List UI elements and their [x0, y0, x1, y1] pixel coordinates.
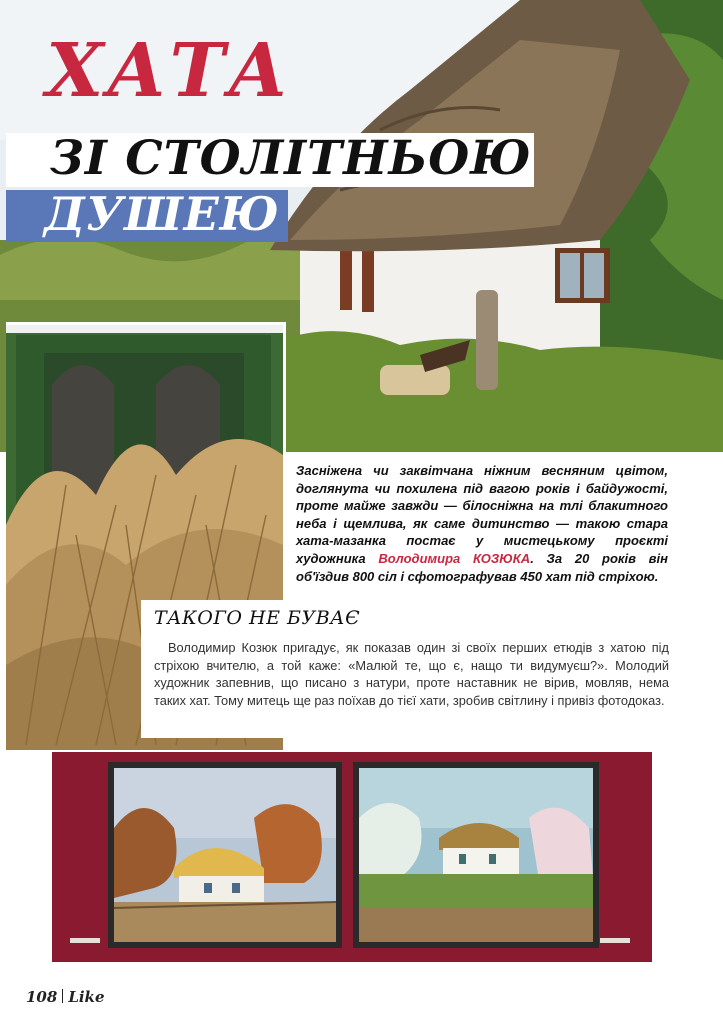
artist-name: Володимира КОЗЮКА — [378, 550, 531, 566]
gallery-photo — [52, 752, 652, 962]
lead-paragraph — [296, 462, 668, 585]
painting-autumn-house — [108, 762, 342, 948]
gallery-label-left — [70, 938, 100, 943]
lead-text-start: Засніжена чи заквітчана ніжним весняним цвітом, доглянута чи похилена під вагою років і байдужості, проте майже завжди — білосніжна на тлі блакитного неба і щемлива, як саме дитинство — такою стара хата-мазанка постає у мистецькому проєкті художника — [296, 463, 668, 566]
section-heading: ТАКОГО НЕ БУВАЄ — [154, 607, 361, 629]
page-number: 108 — [26, 988, 58, 1006]
magazine-name: Like — [68, 988, 105, 1006]
lead-text-end: . За 20 років він об'їздив 800 сіл і сфотографував 450 хат під стріхою. — [296, 550, 668, 584]
section-body: Володимир Козюк пригадує, як показав один зі своїх перших етюдів з хатою під стріхою вчителю, а той каже: «Малюй те, що є, нащо ти видумуєш?». Молодий художник запевнив, що писано з натури, проте наставник не вірив, мовляв, нема таких хат. Тому митець ще раз поїхав до тієї хати, зробив світлину і привіз фотодоказ. — [154, 640, 669, 708]
painting-spring-house — [353, 762, 599, 948]
headline-line-3: ДУШЕЮ — [44, 187, 280, 241]
gallery-label-right — [600, 938, 630, 943]
headline-line-2: ЗІ СТОЛІТНЬОЮ — [50, 131, 532, 186]
footer-separator — [62, 989, 63, 1003]
page-footer — [26, 988, 105, 1006]
headline-line-1: ХАТА — [46, 28, 292, 114]
